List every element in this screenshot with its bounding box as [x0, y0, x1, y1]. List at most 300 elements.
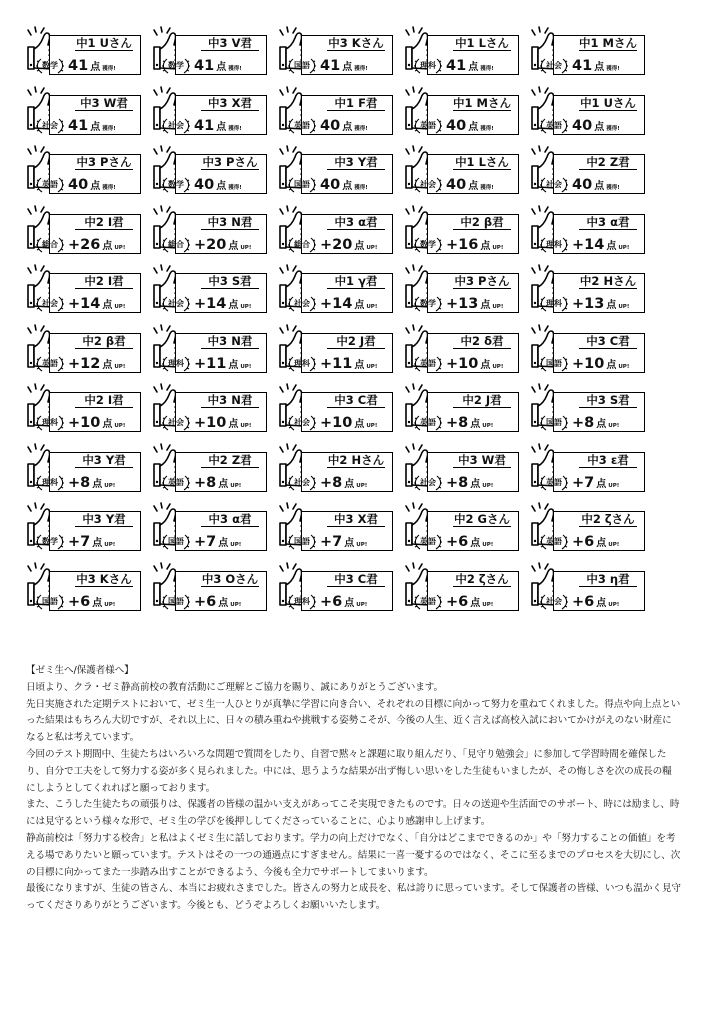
- score-suffix: 獲得!: [102, 66, 116, 72]
- score-unit: 点: [354, 359, 365, 371]
- student-name-text: Z君: [609, 155, 630, 169]
- score-value: 40: [68, 177, 89, 193]
- subject-label: 社会: [420, 477, 436, 487]
- score-suffix: UP!: [366, 304, 378, 310]
- subject-label: 英語: [420, 358, 436, 368]
- subject-label: 国語: [168, 537, 184, 546]
- score-suffix: UP!: [482, 542, 494, 548]
- score-value: +26: [68, 236, 101, 253]
- subject-badge: [413, 295, 443, 312]
- score-suffix: UP!: [240, 304, 252, 310]
- score-suffix: UP!: [366, 244, 378, 251]
- score-value: +6: [446, 534, 469, 550]
- score-line: [318, 174, 394, 194]
- subject-label: 国語: [42, 596, 58, 606]
- score-suffix: UP!: [608, 601, 620, 608]
- student-name-text: Gさん: [477, 512, 510, 526]
- student-name-text: Y君: [105, 452, 126, 467]
- subject-badge: [539, 57, 569, 74]
- score-unit: 点: [218, 597, 229, 609]
- score-unit: 点: [228, 419, 239, 430]
- score-line: [66, 234, 142, 254]
- subject-badge: [539, 355, 569, 372]
- score-suffix: UP!: [104, 482, 116, 489]
- result-card: [529, 561, 646, 614]
- student-name: [445, 155, 519, 170]
- student-name-text: α君: [358, 214, 378, 229]
- student-name: [67, 215, 141, 230]
- student-grade: 中3: [586, 571, 606, 586]
- result-card: [151, 204, 268, 257]
- subject-badge: [161, 414, 191, 431]
- result-card: [403, 323, 520, 376]
- student-name-text: Pさん: [478, 274, 510, 288]
- score-unit: 点: [216, 62, 227, 73]
- score-value: 41: [572, 58, 593, 74]
- score-unit: 点: [228, 240, 239, 252]
- score-value: +14: [68, 296, 101, 312]
- student-grade: 中3: [207, 393, 228, 407]
- subject-badge: [35, 414, 65, 431]
- score-suffix: 獲得!: [354, 125, 368, 132]
- student-grade: 中1: [453, 95, 473, 110]
- message-heading: 【ゼミ生へ/保護者様へ】: [26, 665, 134, 676]
- score-unit: 点: [102, 419, 113, 430]
- result-card: [529, 442, 646, 495]
- score-line: [192, 472, 268, 492]
- subject-label: 国語: [294, 61, 310, 70]
- student-name: [319, 274, 393, 289]
- subject-badge: [161, 355, 191, 372]
- subject-label: 英語: [42, 180, 58, 189]
- result-card: [151, 323, 268, 376]
- score-line: [570, 174, 646, 194]
- student-name-text: α君: [610, 214, 630, 229]
- student-grade: 中2: [84, 274, 104, 288]
- score-unit: 点: [470, 478, 481, 490]
- student-grade: 中3: [328, 36, 348, 50]
- score-line: [66, 531, 142, 551]
- subject-badge: [413, 57, 443, 74]
- score-value: +8: [194, 474, 217, 491]
- score-unit: 点: [470, 419, 481, 430]
- student-name: [319, 36, 393, 51]
- score-value: 41: [446, 58, 467, 74]
- subject-badge: [287, 355, 317, 372]
- result-card: [403, 85, 520, 138]
- score-unit: 点: [480, 300, 491, 311]
- score-line: [570, 531, 646, 551]
- subject-label: 理科: [168, 358, 184, 368]
- subject-label: 社会: [546, 180, 562, 189]
- subject-label: 理科: [294, 358, 310, 368]
- score-line: [444, 591, 520, 611]
- student-name: [571, 96, 645, 111]
- result-card: [151, 442, 268, 495]
- score-suffix: UP!: [240, 363, 252, 370]
- subject-badge: [287, 533, 317, 550]
- subject-badge: [35, 355, 65, 372]
- score-suffix: 獲得!: [480, 66, 494, 72]
- subject-label: 社会: [546, 596, 562, 606]
- result-card: [529, 501, 646, 554]
- student-name: [67, 512, 141, 527]
- subject-badge: [161, 474, 191, 491]
- student-name-text: Pさん: [100, 155, 132, 169]
- result-card: [151, 263, 268, 316]
- subject-label: 社会: [294, 477, 310, 487]
- score-line: [192, 531, 268, 551]
- result-card: [151, 85, 268, 138]
- subject-label: 国語: [168, 596, 184, 606]
- subject-badge: [287, 414, 317, 431]
- score-suffix: UP!: [492, 363, 504, 370]
- student-grade: 中1: [579, 36, 599, 50]
- student-name: [193, 215, 267, 230]
- score-suffix: UP!: [114, 244, 126, 251]
- score-line: [570, 412, 646, 432]
- student-name-text: I君: [107, 274, 124, 288]
- subject-label: 英語: [546, 537, 562, 546]
- student-name-text: I君: [107, 214, 124, 229]
- student-name: [67, 155, 141, 170]
- student-name: [193, 572, 267, 587]
- subject-badge: [161, 593, 191, 610]
- result-card: [277, 204, 394, 257]
- student-name-text: N君: [231, 333, 253, 348]
- score-line: [570, 591, 646, 611]
- score-value: +6: [446, 593, 469, 610]
- student-name: [445, 393, 519, 408]
- student-grade: 中2: [581, 512, 601, 526]
- result-card: [25, 25, 142, 78]
- student-grade: 中3: [586, 393, 606, 407]
- score-value: +10: [446, 355, 479, 372]
- score-line: [192, 412, 268, 432]
- student-name-text: X君: [357, 512, 378, 526]
- score-suffix: 獲得!: [480, 185, 494, 191]
- score-unit: 点: [90, 181, 101, 192]
- score-value: 40: [194, 177, 215, 193]
- score-value: 40: [572, 177, 593, 193]
- subject-badge: [539, 236, 569, 253]
- score-line: [570, 55, 646, 75]
- student-name: [67, 334, 141, 349]
- score-suffix: 獲得!: [228, 185, 242, 191]
- subject-label: 社会: [168, 418, 184, 427]
- score-line: [192, 353, 268, 373]
- score-value: +14: [194, 296, 227, 312]
- student-name: [193, 155, 267, 170]
- score-unit: 点: [354, 300, 365, 311]
- score-unit: 点: [468, 181, 479, 192]
- result-card: [403, 382, 520, 435]
- subject-badge: [413, 593, 443, 610]
- subject-label: 数学: [42, 537, 58, 546]
- result-card: [277, 501, 394, 554]
- student-grade: 中3: [208, 95, 228, 110]
- student-name-text: N君: [231, 393, 253, 407]
- student-grade: 中2: [586, 155, 606, 169]
- result-card: [529, 85, 646, 138]
- score-line: [318, 531, 394, 551]
- score-value: +10: [68, 415, 101, 431]
- student-name-text: S君: [231, 274, 252, 288]
- score-suffix: UP!: [240, 244, 252, 251]
- student-name-text: η君: [609, 571, 630, 586]
- score-unit: 点: [102, 300, 113, 311]
- subject-badge: [35, 533, 65, 550]
- result-card: [403, 25, 520, 78]
- result-card: [529, 323, 646, 376]
- score-value: +16: [446, 236, 479, 253]
- subject-badge: [35, 236, 65, 253]
- subject-label: 数学: [42, 61, 58, 70]
- student-name-text: β君: [105, 333, 126, 348]
- score-suffix: 獲得!: [480, 125, 494, 132]
- student-name-text: ζさん: [604, 512, 635, 526]
- score-unit: 点: [606, 359, 617, 371]
- score-value: 40: [446, 117, 467, 134]
- student-grade: 中1: [334, 95, 355, 110]
- student-name-text: V君: [231, 36, 252, 50]
- result-card: [403, 144, 520, 197]
- score-value: +6: [572, 593, 595, 610]
- student-name: [319, 572, 393, 587]
- score-suffix: UP!: [366, 363, 378, 370]
- score-value: 41: [320, 58, 341, 74]
- score-line: [444, 55, 520, 75]
- student-name-text: Lさん: [478, 36, 509, 50]
- subject-label: 社会: [294, 299, 310, 308]
- student-grade: 中3: [334, 571, 354, 586]
- result-card: [277, 144, 394, 197]
- subject-badge: [161, 295, 191, 312]
- score-unit: 点: [342, 181, 353, 192]
- subject-badge: [161, 236, 191, 253]
- score-suffix: UP!: [230, 482, 242, 489]
- score-value: +11: [194, 355, 227, 372]
- score-line: [318, 115, 394, 135]
- score-suffix: UP!: [240, 423, 252, 429]
- score-unit: 点: [342, 62, 353, 73]
- score-suffix: 獲得!: [606, 185, 620, 191]
- student-grade: 中2: [327, 452, 348, 467]
- score-line: [318, 412, 394, 432]
- score-suffix: UP!: [618, 363, 630, 370]
- subject-label: 社会: [420, 180, 436, 189]
- score-unit: 点: [594, 121, 605, 133]
- score-value: +20: [320, 236, 353, 253]
- student-name-text: Uさん: [603, 95, 636, 110]
- student-name: [571, 512, 645, 527]
- result-card: [403, 501, 520, 554]
- score-value: +6: [320, 593, 343, 610]
- score-line: [318, 591, 394, 611]
- score-line: [444, 412, 520, 432]
- subject-badge: [539, 474, 569, 491]
- subject-label: 英語: [546, 477, 562, 487]
- subject-badge: [35, 57, 65, 74]
- score-line: [570, 234, 646, 254]
- result-card: [277, 323, 394, 376]
- student-grade: 中3: [202, 155, 223, 169]
- score-value: +8: [320, 474, 343, 491]
- student-grade: 中2: [455, 571, 475, 586]
- score-value: +10: [572, 355, 605, 372]
- result-card: [277, 442, 394, 495]
- student-grade: 中2: [82, 333, 102, 348]
- student-name: [67, 274, 141, 289]
- student-grade: 中3: [208, 36, 228, 50]
- score-suffix: UP!: [482, 601, 494, 608]
- score-value: +8: [572, 415, 595, 431]
- score-unit: 点: [218, 478, 229, 490]
- score-line: [444, 174, 520, 194]
- score-value: 40: [572, 117, 593, 134]
- score-unit: 点: [344, 478, 355, 490]
- score-unit: 点: [470, 538, 481, 549]
- subject-label: 理科: [42, 418, 58, 427]
- student-name-text: Lさん: [478, 155, 509, 169]
- student-name: [67, 393, 141, 408]
- subject-badge: [35, 474, 65, 491]
- subject-badge: [413, 414, 443, 431]
- score-line: [444, 353, 520, 373]
- score-line: [66, 115, 142, 135]
- score-suffix: 獲得!: [354, 185, 368, 191]
- subject-label: 英語: [420, 120, 436, 130]
- student-grade: 中2: [460, 214, 480, 229]
- student-name: [67, 36, 141, 51]
- score-value: +11: [320, 355, 353, 372]
- student-grade: 中3: [334, 155, 354, 169]
- result-card: [529, 25, 646, 78]
- result-card: [151, 501, 268, 554]
- student-name-text: Mさん: [476, 95, 511, 110]
- score-unit: 点: [102, 359, 113, 371]
- score-suffix: UP!: [492, 304, 504, 310]
- student-name: [67, 96, 141, 111]
- subject-badge: [161, 533, 191, 550]
- score-suffix: UP!: [608, 542, 620, 548]
- student-grade: 中2: [84, 214, 104, 229]
- result-card: [277, 25, 394, 78]
- score-unit: 点: [354, 419, 365, 430]
- score-suffix: UP!: [608, 482, 620, 489]
- subject-badge: [413, 236, 443, 253]
- subject-label: 国語: [546, 358, 562, 368]
- student-name: [445, 512, 519, 527]
- subject-badge: [161, 176, 191, 193]
- score-line: [66, 412, 142, 432]
- student-grade: 中2: [454, 512, 474, 526]
- student-grade: 中3: [587, 452, 607, 467]
- score-unit: 点: [92, 597, 103, 609]
- subject-label: 社会: [168, 120, 184, 130]
- score-suffix: UP!: [482, 482, 494, 489]
- subject-badge: [287, 236, 317, 253]
- student-name: [571, 393, 645, 408]
- student-name: [445, 274, 519, 289]
- result-card: [25, 85, 142, 138]
- subject-label: 理科: [546, 239, 562, 249]
- student-name-text: C君: [357, 393, 378, 407]
- result-card: [403, 204, 520, 257]
- subject-label: 理科: [294, 596, 310, 606]
- student-grade: 中3: [334, 512, 354, 526]
- subject-label: 英語: [420, 418, 436, 427]
- student-name: [319, 155, 393, 170]
- student-name: [445, 572, 519, 587]
- score-suffix: UP!: [104, 542, 116, 548]
- subject-label: 社会: [42, 120, 58, 130]
- score-unit: 点: [596, 597, 607, 609]
- subject-label: 数学: [420, 299, 436, 308]
- score-line: [318, 353, 394, 373]
- student-name-text: Hさん: [351, 452, 385, 467]
- result-card: [529, 204, 646, 257]
- student-name: [445, 36, 519, 51]
- student-grade: 中1: [455, 155, 475, 169]
- subject-badge: [539, 533, 569, 550]
- message-paragraph-2: 先日実施された定期テストにおいて、ゼミ生一人ひとりが真摯に学習に向き合い、それぞれの目標に向かって努力を重ねてくれました。得点や向上点といった結果はもちろん大切ですが、それ以上に、日々の積み重ねや挑戦する姿勢こそが、今後の人生、近く言えば高校入試においてかけがえのない財産になると私は考えています。: [26, 698, 681, 744]
- student-name-text: I君: [107, 393, 124, 407]
- message-paragraph-5: 静高前校は「努力する校舎」と私はよくゼミ生に話しております。学力の向上だけでなく、「自分はどこまでできるのか」や「努力することの価値」を考える場でありたいと願っています。テストはその一つの通過点にすぎません。結果に一喜一憂するのではなく、そこに至るまでのプロセスを大切にし、次の目標に向かってまた一歩踏み出すことができるよう、今後も全力でサポートしてまいります。: [26, 832, 681, 878]
- score-line: [192, 591, 268, 611]
- score-value: +14: [572, 236, 605, 253]
- score-suffix: UP!: [618, 304, 630, 310]
- result-card: [529, 263, 646, 316]
- subject-badge: [539, 593, 569, 610]
- subject-label: 理科: [546, 299, 562, 308]
- result-card: [25, 561, 142, 614]
- score-suffix: UP!: [366, 423, 378, 429]
- score-unit: 点: [470, 597, 481, 609]
- score-unit: 点: [218, 538, 229, 549]
- result-card: [25, 144, 142, 197]
- subject-badge: [413, 355, 443, 372]
- student-name-text: Hさん: [603, 274, 637, 288]
- subject-label: 英語: [420, 537, 436, 546]
- score-unit: 点: [216, 181, 227, 192]
- student-name: [571, 453, 645, 468]
- score-line: [318, 55, 394, 75]
- score-line: [66, 472, 142, 492]
- student-name: [193, 393, 267, 408]
- subject-badge: [287, 593, 317, 610]
- score-unit: 点: [102, 240, 113, 252]
- student-name: [67, 572, 141, 587]
- subject-badge: [539, 117, 569, 134]
- student-name: [445, 334, 519, 349]
- score-suffix: UP!: [356, 482, 368, 489]
- result-card: [25, 382, 142, 435]
- student-name-text: C君: [609, 333, 630, 348]
- student-name: [571, 155, 645, 170]
- score-suffix: 獲得!: [606, 66, 620, 72]
- score-line: [570, 115, 646, 135]
- score-value: +10: [320, 415, 353, 431]
- score-value: +8: [446, 415, 469, 431]
- student-name: [445, 215, 519, 230]
- subject-badge: [35, 117, 65, 134]
- score-unit: 点: [594, 181, 605, 192]
- score-unit: 点: [216, 121, 227, 133]
- subject-badge: [413, 117, 443, 134]
- result-card: [25, 501, 142, 554]
- student-grade: 中3: [82, 452, 102, 467]
